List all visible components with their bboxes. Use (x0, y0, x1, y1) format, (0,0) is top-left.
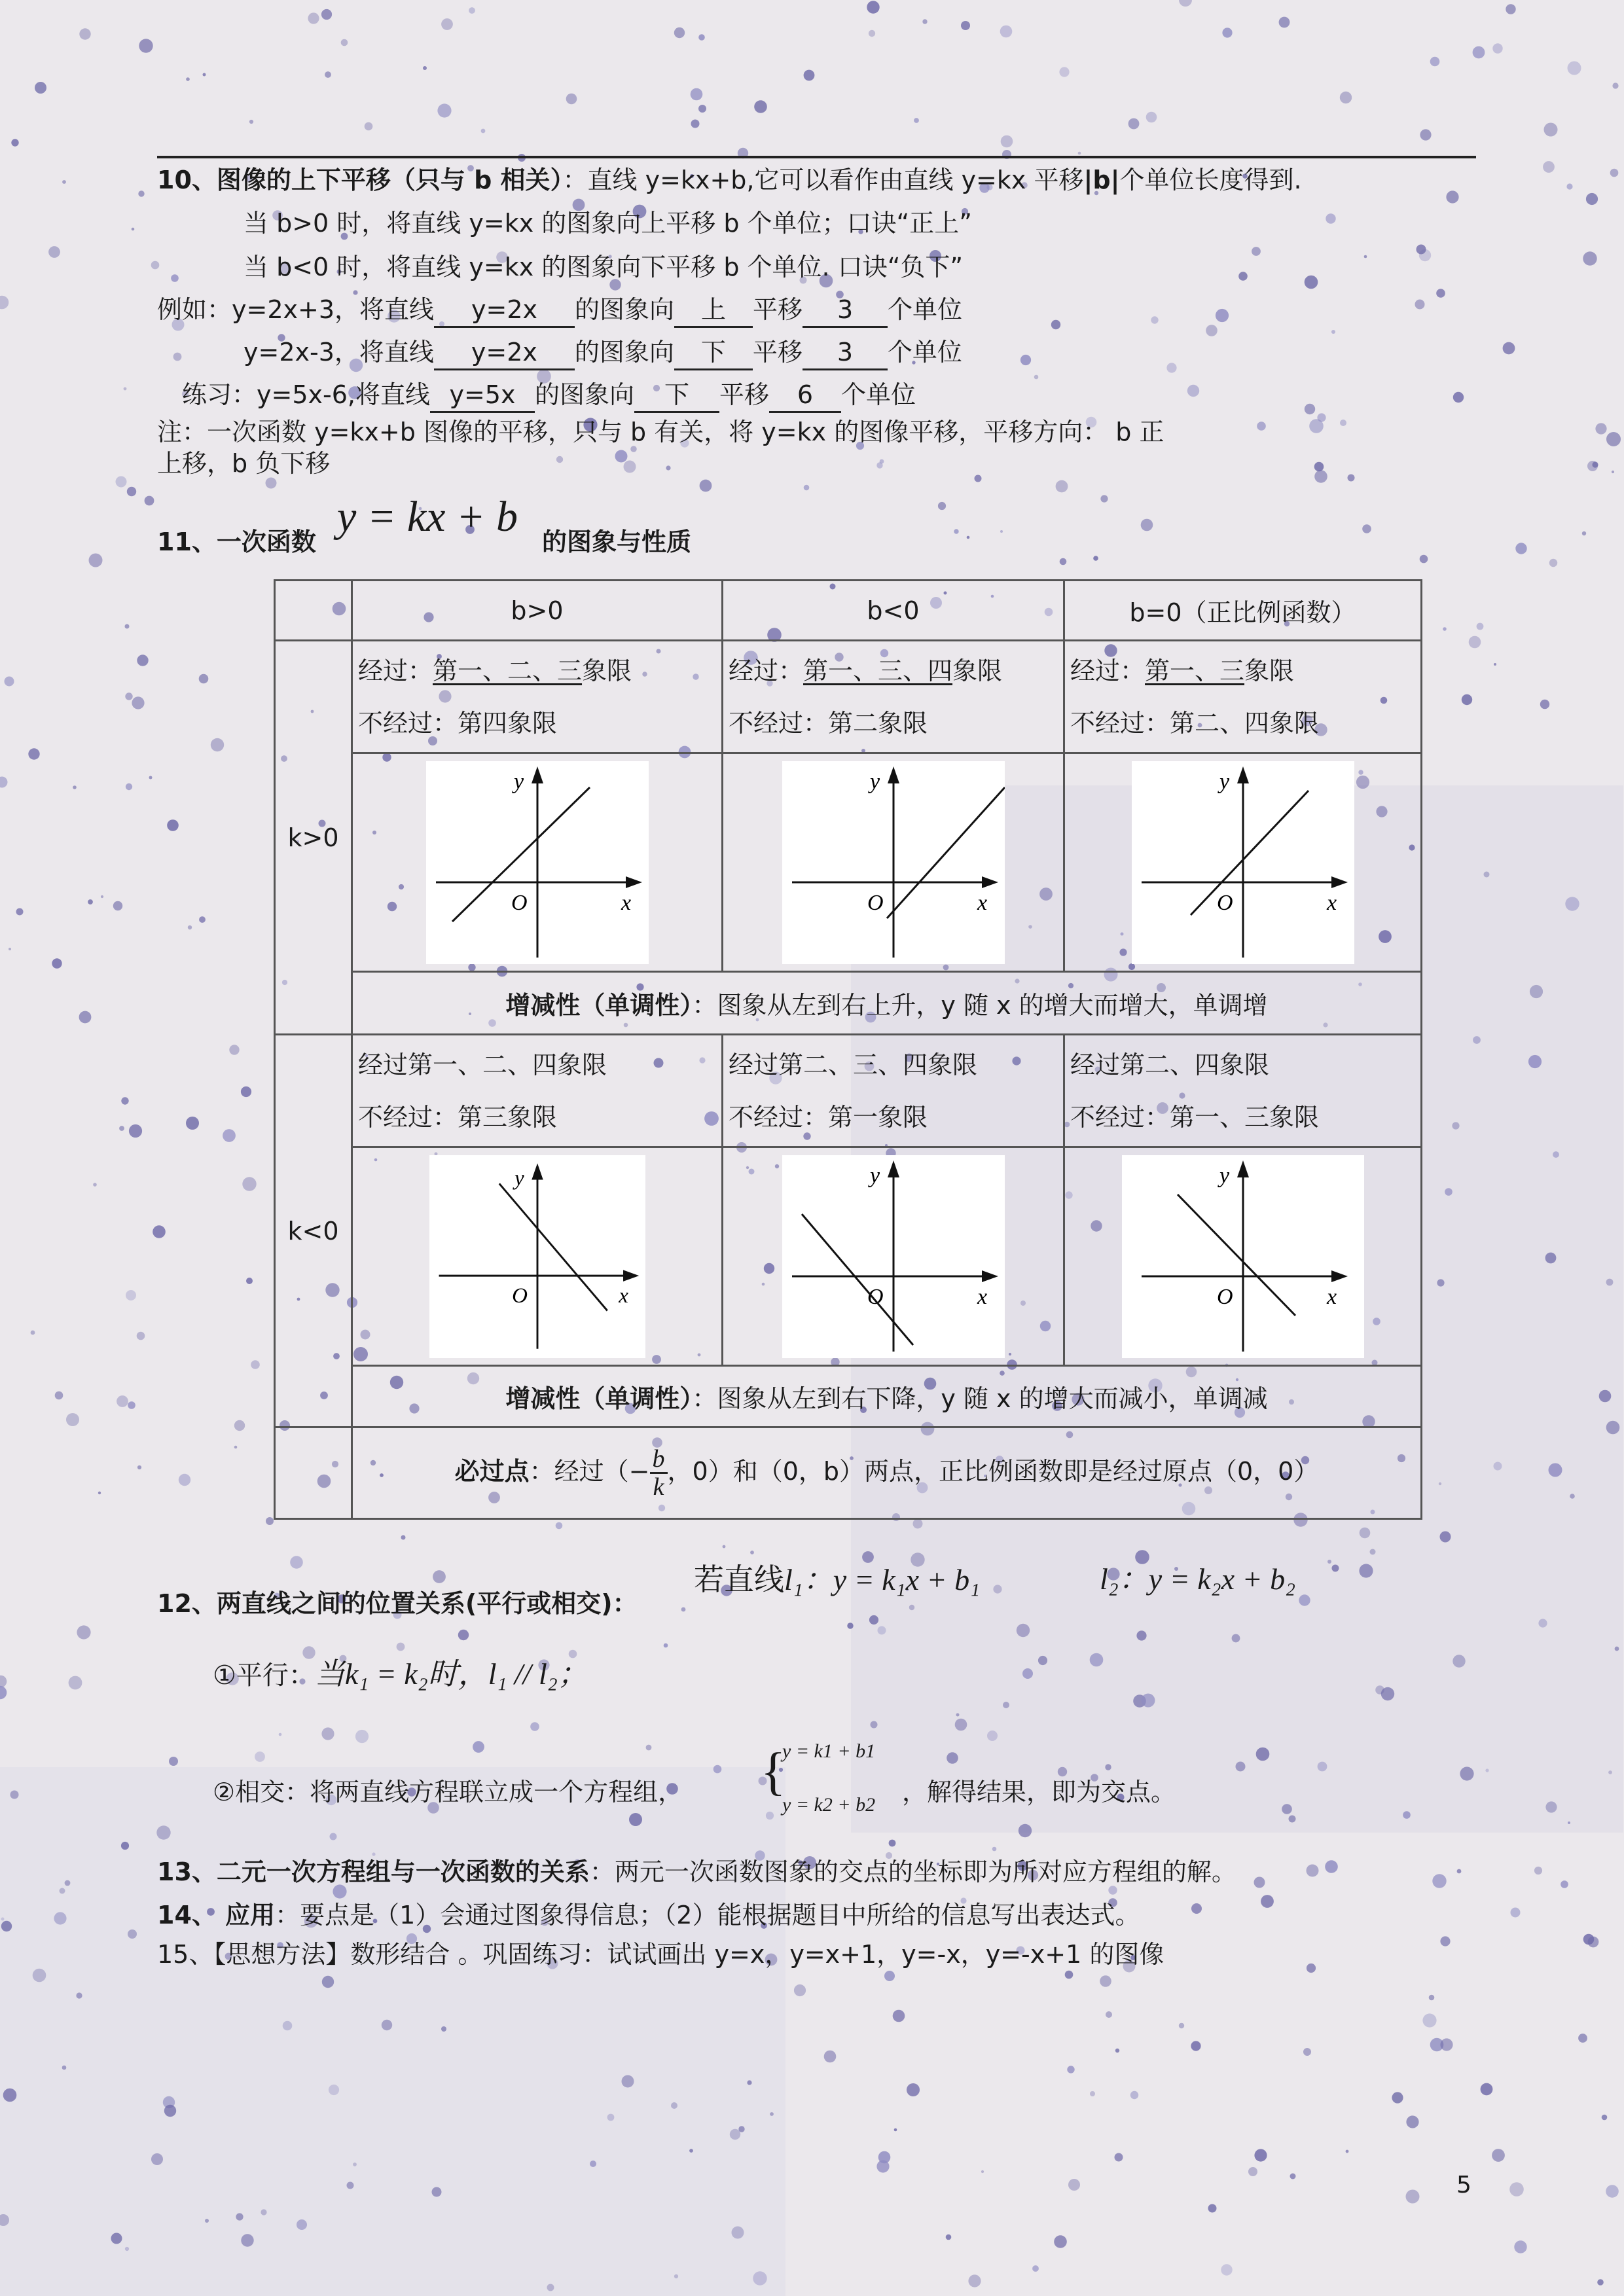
must-pass-label: 必过点 (454, 1457, 530, 1486)
kpos-bneg-quadrants (723, 641, 1064, 753)
must-pass-pre: ：经过（ (529, 1457, 629, 1486)
not-pass: 不经过：第一象限 (729, 1102, 928, 1132)
pass-tail: 象限 (1244, 656, 1295, 685)
ex2-prefix: y=2x-3，将直线 (244, 338, 434, 367)
practice-mid2: 平移 (719, 380, 769, 409)
ex2-number-blank: 3 (803, 336, 888, 370)
kneg-graph-row (275, 1147, 1422, 1366)
practice-line-blank: y=5x (430, 378, 535, 413)
fraction-denominator: k (653, 1473, 664, 1501)
sec10-intro-tail: 个单位长度得到. (1119, 166, 1302, 194)
x-axis-arrow (623, 1270, 639, 1281)
kpos-bzero-graph-cell (1064, 753, 1422, 972)
y-label: y (869, 1163, 880, 1188)
system-equation-2: y = k2 + b2 (782, 1794, 876, 1816)
ex1-mid: 的图象向 (575, 295, 675, 324)
kneg-quadrant-row (275, 1035, 1422, 1147)
kneg-bzero-quadrants (1064, 1035, 1422, 1147)
graph-kpos-bneg (782, 761, 1005, 964)
monotonic-text: ：图象从左到右上升，y 随 x 的增大而增大，单调增 (692, 991, 1268, 1020)
ex2-mid2: 平移 (752, 338, 803, 367)
y-axis-arrow (1237, 1160, 1249, 1177)
y-axis-arrow (532, 766, 543, 783)
sec12-colon: ： (612, 1589, 638, 1618)
system-equation-1: y = k1 + b1 (782, 1740, 876, 1762)
x-axis-arrow (982, 1270, 998, 1282)
page-number: 5 (1456, 2172, 1471, 2198)
linear-function-table (274, 579, 1422, 1520)
ex1-direction-blank: 上 (674, 293, 753, 328)
pass-label: 经过： (358, 656, 433, 685)
x-axis-arrow (626, 876, 642, 888)
fraction-numerator: b (650, 1446, 668, 1474)
sec12-heading-text: 12、两直线之间的位置关系(平行或相交) (157, 1589, 613, 1618)
monotonic-label: 增减性（单调性） (505, 991, 693, 1020)
col-header-b-zero: b=0（正比例函数） (1064, 581, 1422, 641)
y-axis-arrow (888, 766, 899, 783)
not-pass: 不经过：第三象限 (358, 1102, 558, 1132)
function-line (1191, 791, 1308, 915)
x-axis-arrow (982, 876, 998, 888)
not-pass: 不经过：第二、四象限 (1070, 708, 1320, 738)
parallel-condition: 当k₁ = k₂时，l₁ // l₂； (314, 1657, 588, 1691)
ex2-line-blank: y=2x (434, 336, 575, 370)
practice-mid: 的图象向 (534, 380, 634, 409)
col-header-b-negative: b<0 (723, 581, 1064, 641)
system-brace: { (761, 1743, 786, 1801)
row-header-k-positive: k>0 (275, 641, 352, 1035)
sec14-line (157, 1897, 1140, 1933)
pass-quadrants: 经过第二、四象限 (1070, 1050, 1270, 1079)
line-l1-equation: l₁：y = k₁x + b₁ (784, 1563, 981, 1596)
monotonic-label: 增减性（单调性） (505, 1384, 693, 1413)
y-label: y (1219, 1163, 1229, 1188)
y-axis-arrow (888, 1160, 899, 1177)
sec10-practice (182, 376, 916, 413)
line-l2-equation: l₂：y = k₂x + b₂ (1100, 1562, 1296, 1596)
sec10-abs-b: |b| (1083, 166, 1120, 194)
parallel-prefix: ①平行： (213, 1660, 315, 1691)
sec11-formula: y = kx + b (337, 493, 518, 541)
must-pass-post: ，0）和（0，b）两点，正比例函数即是经过原点（0，0） (667, 1457, 1319, 1486)
kneg-monotonic-row (275, 1366, 1422, 1427)
practice-prefix: 练习：y=5x-6,将直线 (182, 380, 430, 409)
sec13-line (157, 1854, 1236, 1890)
pass-tail: 象限 (952, 656, 1003, 685)
x-label: x (977, 1284, 987, 1309)
sec10-case-negative: 当 b<0 时，将直线 y=kx 的图象向下平移 b 个单位. 口诀“负下” (244, 253, 964, 281)
top-rule (157, 156, 1476, 158)
sec12-intersect-tail: ，解得结果，即为交点。 (902, 1778, 1176, 1806)
ex1-prefix: 例如：y=2x+3，将直线 (157, 295, 435, 324)
kpos-monotonic (352, 972, 1422, 1035)
sec13-text: ：两元一次函数图象的交点的坐标即为所对应方程组的解。 (589, 1857, 1236, 1886)
pass-quadrants: 第一、三 (1145, 656, 1245, 685)
graph-kneg-bpos (429, 1155, 645, 1358)
not-pass: 不经过：第四象限 (358, 708, 558, 738)
ex1-line-blank: y=2x (434, 293, 575, 328)
sec11-tail: 的图象与性质 (542, 528, 692, 556)
x-label: x (977, 890, 987, 915)
sec15-line: 15、【思想方法】数形结合 。巩固练习：试试画出 y=x，y=x+1，y=-x，y=-x+1 的图像 (157, 1940, 1164, 1969)
sec12-intersect-prefix: ②相交：将两直线方程联立成一个方程组， (213, 1778, 683, 1806)
pass-quadrants: 经过第二、三、四象限 (729, 1050, 978, 1079)
not-pass: 不经过：第二象限 (729, 708, 928, 738)
must-pass-blank (275, 1427, 352, 1519)
sec14-heading: 14、 应用 (157, 1901, 276, 1929)
kpos-bzero-quadrants (1064, 641, 1422, 753)
sec12-parallel (213, 1656, 588, 1694)
practice-direction-blank: 下 (634, 378, 719, 413)
practice-number-blank: 6 (769, 378, 841, 413)
x-axis-arrow (1331, 1270, 1348, 1282)
graph-kneg-bneg (782, 1155, 1005, 1358)
sec12-condition (694, 1561, 980, 1598)
ex1-tail: 个单位 (888, 295, 963, 324)
x-label: x (621, 890, 631, 915)
kneg-bneg-graph-cell (723, 1147, 1064, 1366)
kneg-monotonic (352, 1366, 1422, 1427)
y-label: y (1219, 769, 1229, 794)
ex1-number-blank: 3 (803, 293, 888, 328)
pass-quadrants: 第一、二、三 (433, 656, 583, 685)
kpos-bneg-graph-cell (723, 753, 1064, 972)
practice-tail: 个单位 (841, 380, 916, 409)
ex1-mid2: 平移 (753, 295, 803, 324)
kpos-bpos-quadrants (352, 641, 723, 753)
must-pass-cell (352, 1427, 1422, 1519)
x-label: x (1326, 890, 1337, 915)
sec12-heading (157, 1585, 638, 1622)
graph-kpos-bzero (1132, 761, 1354, 964)
sec10-heading: 10、图像的上下平移（只与 b 相关） (157, 166, 563, 194)
y-axis-arrow (1237, 766, 1249, 783)
kpos-quadrant-row (275, 641, 1422, 753)
ex2-direction-blank: 下 (674, 336, 753, 370)
kpos-monotonic-row (275, 972, 1422, 1035)
origin-label: O (1216, 890, 1233, 915)
fraction-b-over-k (650, 1446, 668, 1500)
pass-quadrants: 经过第一、二、四象限 (358, 1050, 607, 1079)
kneg-bpos-graph-cell (352, 1147, 723, 1366)
origin-label: O (511, 1283, 528, 1308)
sec13-heading: 13、二元一次方程组与一次函数的关系 (157, 1857, 590, 1886)
origin-label: O (1216, 1284, 1233, 1309)
sec10-note-line2: 上移，b 负下移 (157, 449, 331, 478)
ex2-mid: 的图象向 (574, 338, 674, 367)
y-label: y (514, 1166, 524, 1190)
pass-quadrants: 第一、三、四 (803, 656, 953, 685)
function-line (802, 1214, 913, 1345)
row-header-k-negative: k<0 (275, 1035, 352, 1427)
col-header-b-positive: b>0 (352, 581, 723, 641)
origin-label: O (867, 1284, 884, 1309)
sec10-note-line1: 注：一次函数 y=kx+b 图像的平移，只与 b 有关，将 y=kx 的图像平移，平移方向： b 正 (157, 418, 1164, 446)
sec10-case-positive: 当 b>0 时，将直线 y=kx 的图象向上平移 b 个单位；口诀“正上” (244, 209, 972, 238)
monotonic-text: ：图象从左到右下降，y 随 x 的增大而减小，单调减 (692, 1384, 1268, 1413)
sec10-intro: ：直线 y=kx+b,它可以看作由直线 y=kx 平移 (562, 166, 1084, 194)
sec10-example-1 (157, 291, 962, 328)
function-line (1178, 1194, 1295, 1316)
condition-prefix: 若直线 (694, 1562, 784, 1597)
y-axis-arrow (532, 1163, 543, 1179)
kpos-graph-row (275, 753, 1422, 972)
sec14-text: ：要点是（1）会通过图象得信息；（2）能根据题目中所给的信息写出表达式。 (275, 1901, 1140, 1929)
must-pass-minus: − (628, 1457, 650, 1486)
table-corner-cell (275, 581, 352, 641)
pass-tail: 象限 (582, 656, 632, 685)
sec11-heading: 11、一次函数 (157, 528, 316, 556)
ex2-tail: 个单位 (887, 338, 962, 367)
kneg-bpos-quadrants (352, 1035, 723, 1147)
graph-kpos-bpos (426, 761, 649, 964)
y-label: y (513, 769, 524, 794)
x-label: x (1326, 1284, 1337, 1309)
sec10-title-line (157, 162, 1302, 198)
kpos-bpos-graph-cell (352, 753, 723, 972)
origin-label: O (867, 890, 884, 915)
must-pass-row (275, 1427, 1422, 1519)
origin-label: O (511, 890, 528, 915)
table-header-row (275, 581, 1422, 641)
pass-label: 经过： (1070, 656, 1146, 685)
pass-label: 经过： (729, 656, 804, 685)
sec10-example-2 (244, 334, 962, 370)
kneg-bneg-quadrants (723, 1035, 1064, 1147)
not-pass: 不经过：第一、三象限 (1070, 1102, 1320, 1132)
x-label: x (618, 1283, 628, 1308)
x-axis-arrow (1331, 876, 1348, 888)
kneg-bzero-graph-cell (1064, 1147, 1422, 1366)
graph-kneg-bzero (1122, 1155, 1364, 1358)
y-label: y (869, 769, 880, 794)
